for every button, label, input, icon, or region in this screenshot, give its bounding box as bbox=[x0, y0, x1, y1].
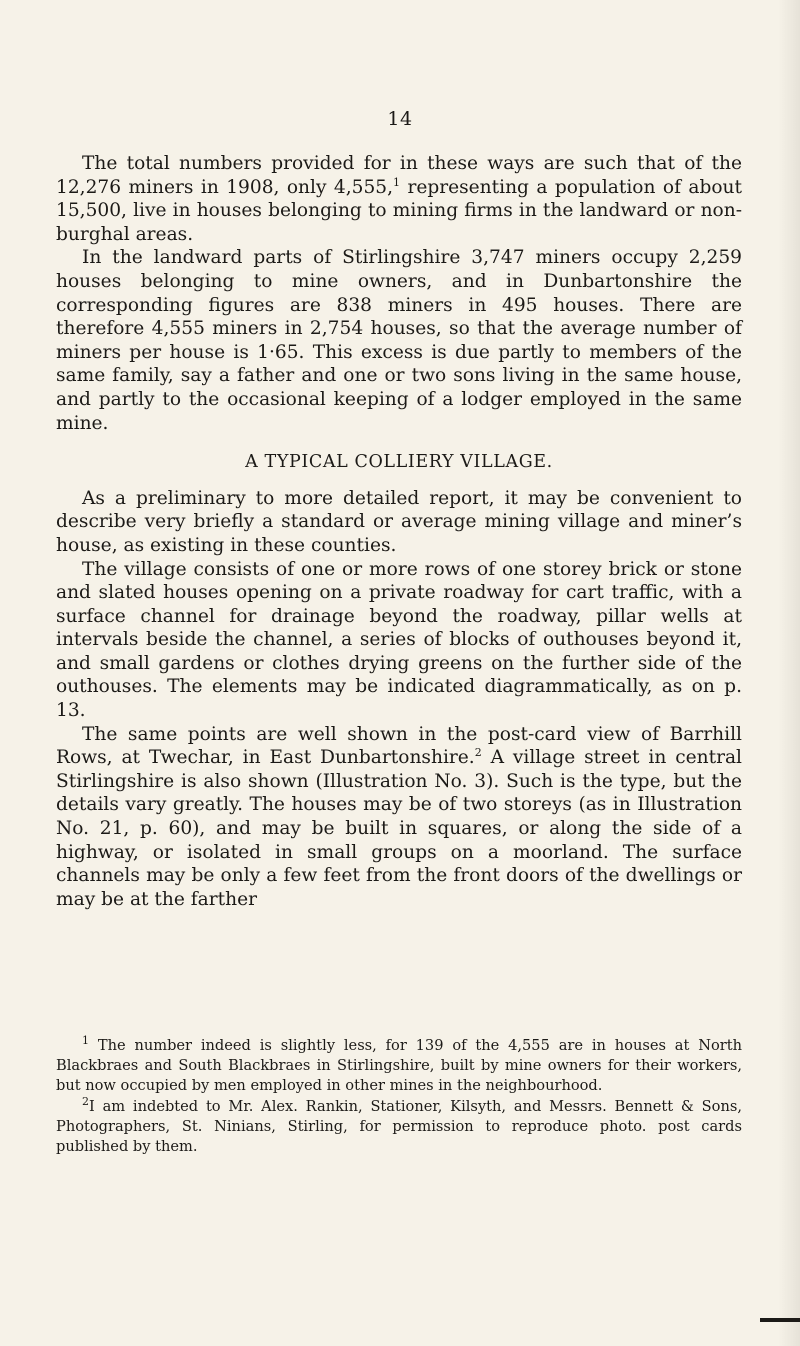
footnote-marker-1: 1 bbox=[82, 1034, 89, 1048]
scan-edge-shade bbox=[778, 0, 800, 1346]
paragraph-preliminary: As a preliminary to more detailed report, it may be convenient to describe very briefly a standard or average mining village and miner’s house, as existing in these counties. bbox=[56, 487, 742, 556]
footnote-1 bbox=[56, 1036, 742, 1097]
paragraph-miners-total bbox=[56, 152, 742, 246]
footnote-marker-2: 2 bbox=[82, 1094, 89, 1108]
footnote-ref-1[interactable]: 1 bbox=[393, 175, 401, 189]
footnotes bbox=[56, 1036, 742, 1157]
paragraph-text: The same points are well shown in the post-card view of Barrhill Rows, at Twechar, in East Dunbartonshire. bbox=[56, 723, 742, 769]
footnote-text: The number indeed is slightly less, for 139 of the 4,555 are in houses at North Blackbraes and South Blackbraes in Stirlingshire, built by mine owners for their workers, but now occupied by men employed in other mines in the neighbourhood. bbox=[56, 1037, 742, 1095]
paragraph-text: The total numbers provided for in these ways are such that of the 12,276 miners in 1908, only 4,555, bbox=[56, 153, 742, 198]
footnote-text: I am indebted to Mr. Alex. Rankin, Stationer, Kilsyth, and Messrs. Bennett & Sons, Photographers, St. Ninians, Stirling, for permission to reproduce photo. post cards published by them. bbox=[56, 1097, 742, 1156]
paragraph-text: representing a population of about 15,500, live in houses belonging to mining firms in the landward or non-burghal areas. bbox=[56, 176, 742, 245]
footnote-ref-2[interactable]: 2 bbox=[474, 746, 482, 760]
body-text bbox=[56, 152, 742, 911]
section-heading: A TYPICAL COLLIERY VILLAGE. bbox=[245, 452, 553, 473]
footnote-2 bbox=[56, 1094, 742, 1158]
paragraph-village-consists: The village consists of one or more rows of one storey brick or stone and slated houses opening on a private roadway for cart traffic, with a surface channel for drainage beyond the roadway, pillar wells at intervals beside the channel, a series of blocks of outhouses beyond it, and small gardens or clothes drying greens on the further side of the outhouses. The elements may be indicated diagrammatically, as on p. 13. bbox=[56, 558, 742, 722]
paragraph-landward-parts: In the landward parts of Stirlingshire 3,747 miners occupy 2,259 houses belonging to mine owners, and in Dunbartonshire the corresponding figures are 838 miners in 495 houses. There are therefore 4,555 miners in 2,754 houses, so that the average number of miners per house is 1·65. This excess is due partly to members of the same family, say a father and one or two sons living in the same house, and partly to the occasional keeping of a lodger employed in the same mine. bbox=[56, 247, 742, 434]
scan-edge-mark bbox=[760, 1318, 800, 1322]
paragraph-text: A village street in central Stirlingshire is also shown (Illustration No. 3). Such is the type, but the details vary greatly. The houses may be of two storeys (as in Illustration No. 21, p. 60), and may be built in squares, or along the side of a highway, or isolated in small groups on a moorland. The surface channels may be only a few feet from the front doors of the dwellings or may be at the farther bbox=[56, 747, 743, 910]
paragraph-same-points bbox=[56, 723, 742, 912]
page-number: 14 bbox=[387, 108, 413, 130]
